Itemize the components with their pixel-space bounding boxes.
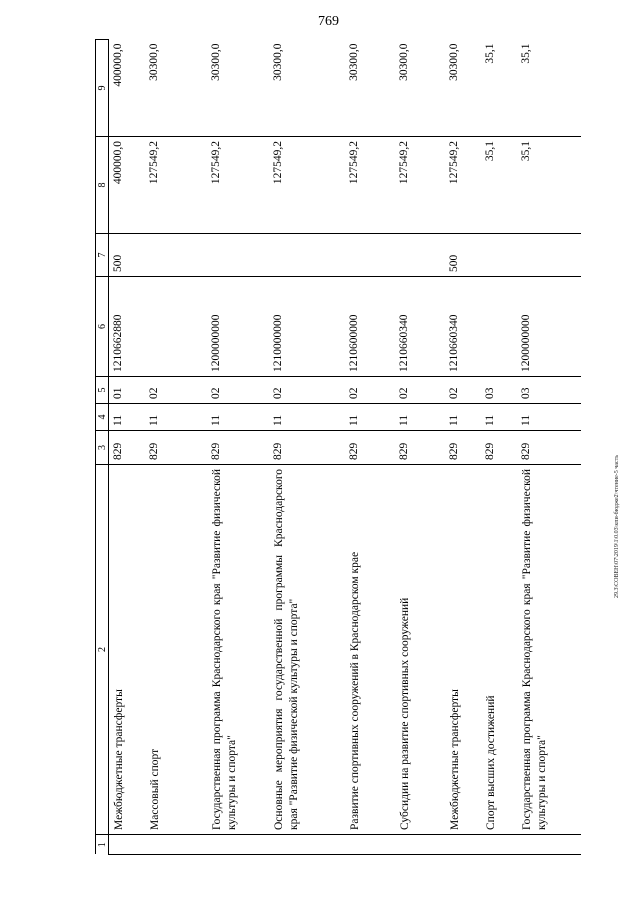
expense-type-cell: 500 [445,234,481,277]
table-row [269,40,345,855]
section-code-cell: 11 [269,404,345,431]
target-article-cell: 1210600000 [345,277,395,377]
row-name-cell: Межбюджетные трансферты [109,465,145,835]
row-name-cell: Спорт высших достижений [481,465,517,835]
target-article-cell [145,277,207,377]
expense-type-cell [517,234,581,277]
row-name-cell: Массовый спорт [145,465,207,835]
target-article-cell [481,277,517,377]
amount-col8-cell: 127549,2 [269,137,345,234]
amount-col9-cell: 35,1 [481,40,517,137]
expense-type-cell [207,234,269,277]
admin-code-cell: 829 [445,431,481,465]
rotated-table-frame [95,40,575,855]
amount-col9-cell: 30300,0 [207,40,269,137]
expense-type-cell [395,234,445,277]
amount-col9-cell: 30300,0 [445,40,481,137]
amount-col8-cell: 127549,2 [207,137,269,234]
target-article-cell: 1200000000 [517,277,581,377]
row-number-cell [145,835,207,855]
expense-type-cell [481,234,517,277]
admin-code-cell: 829 [517,431,581,465]
amount-col8-cell: 400000,0 [109,137,145,234]
amount-col9-cell: 400000,0 [109,40,145,137]
expense-type-cell: 500 [109,234,145,277]
amount-col9-cell: 30300,0 [345,40,395,137]
admin-code-cell: 829 [481,431,517,465]
subsection-code-cell: 02 [269,377,345,404]
footer-file-code: 29.3\СОВЕН\07\2019\1\0.03\кпи-бюдже2\чтение-5 чаcть [614,455,620,598]
subsection-code-cell: 03 [481,377,517,404]
row-number-cell [517,835,581,855]
row-number-cell [345,835,395,855]
table-row [345,40,395,855]
page-number: 769 [318,14,339,29]
section-code-cell: 11 [395,404,445,431]
amount-col9-cell: 35,1 [517,40,581,137]
table-header-row [96,40,109,855]
subsection-code-cell: 02 [207,377,269,404]
row-name-cell: Субсидии на развитие спортивных сооружений [395,465,445,835]
amount-col8-cell: 127549,2 [345,137,395,234]
subsection-code-cell: 01 [109,377,145,404]
admin-code-cell: 829 [207,431,269,465]
admin-code-cell: 829 [395,431,445,465]
table-row [145,40,207,855]
amount-col9-cell: 30300,0 [269,40,345,137]
amount-col8-cell: 35,1 [517,137,581,234]
subsection-code-cell: 02 [395,377,445,404]
row-number-cell [481,835,517,855]
table-row [109,40,145,855]
section-code-cell: 11 [345,404,395,431]
amount-col8-cell: 127549,2 [145,137,207,234]
table-row [445,40,481,855]
subsection-code-cell: 02 [145,377,207,404]
row-name-cell: Основные мероприятия государственной программы Краснодарского края "Развитие физической культуры и спорта" [269,465,345,835]
table-row [395,40,445,855]
column-header: 6 [96,277,109,377]
row-number-cell [445,835,481,855]
amount-col9-cell: 30300,0 [395,40,445,137]
section-code-cell: 11 [445,404,481,431]
admin-code-cell: 829 [109,431,145,465]
admin-code-cell: 829 [269,431,345,465]
table-row [481,40,517,855]
amount-col8-cell: 127549,2 [445,137,481,234]
section-code-cell: 11 [517,404,581,431]
target-article-cell: 1210660340 [395,277,445,377]
target-article-cell: 1200000000 [207,277,269,377]
subsection-code-cell: 02 [345,377,395,404]
column-header: 7 [96,234,109,277]
target-article-cell: 1210660340 [445,277,481,377]
target-article-cell: 1210000000 [269,277,345,377]
budget-table [95,39,581,855]
target-article-cell: 1210662880 [109,277,145,377]
column-header: 2 [96,465,109,835]
column-header: 9 [96,40,109,137]
amount-col8-cell: 127549,2 [395,137,445,234]
expense-type-cell [269,234,345,277]
amount-col9-cell: 30300,0 [145,40,207,137]
row-name-cell: Развитие спортивных сооружений в Краснодарском крае [345,465,395,835]
admin-code-cell: 829 [145,431,207,465]
section-code-cell: 11 [481,404,517,431]
column-header: 4 [96,404,109,431]
section-code-cell: 11 [109,404,145,431]
row-number-cell [207,835,269,855]
expense-type-cell [145,234,207,277]
table-row [517,40,581,855]
section-code-cell: 11 [207,404,269,431]
row-name-cell: Государственная программа Краснодарского края "Развитие физической культуры и спорта" [517,465,581,835]
table-row [207,40,269,855]
row-number-cell [269,835,345,855]
subsection-code-cell: 03 [517,377,581,404]
row-name-cell: Межбюджетные трансферты [445,465,481,835]
row-number-cell [395,835,445,855]
section-code-cell: 11 [145,404,207,431]
row-number-cell [109,835,145,855]
row-name-cell: Государственная программа Краснодарского края "Развитие физической культуры и спорта" [207,465,269,835]
amount-col8-cell: 35,1 [481,137,517,234]
column-header: 1 [96,835,109,855]
column-header: 3 [96,431,109,465]
column-header: 5 [96,377,109,404]
expense-type-cell [345,234,395,277]
admin-code-cell: 829 [345,431,395,465]
subsection-code-cell: 02 [445,377,481,404]
column-header: 8 [96,137,109,234]
